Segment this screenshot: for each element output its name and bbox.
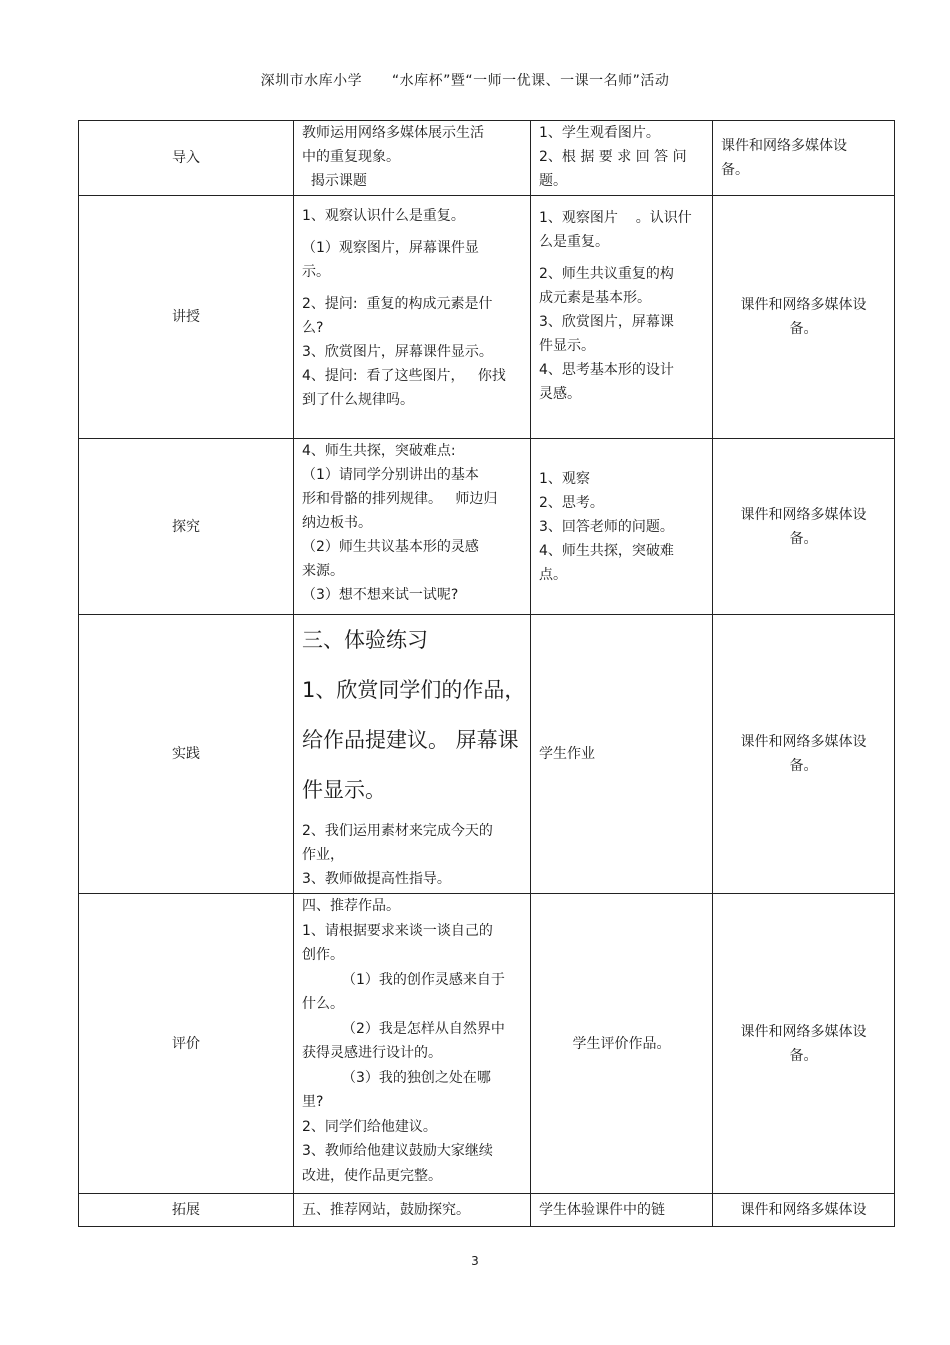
text-line: 灵感。: [539, 386, 581, 402]
text-line: 3、教师给他建议鼓励大家继续: [302, 1143, 493, 1159]
text-line: 示。: [302, 264, 330, 280]
text-line: 成元素是基本形。: [539, 290, 651, 306]
text-line: 揭示课题: [302, 173, 367, 189]
text-line: 纳边板书。: [302, 515, 372, 531]
text-line: 备。: [789, 758, 818, 774]
text-line: 四、推荐作品。: [302, 898, 400, 914]
table-row: [79, 196, 895, 439]
text-line: 1、观察图片 。认识什: [539, 210, 692, 226]
teacher-activity-cell: [294, 615, 531, 894]
text-line: （3）我的独创之处在哪: [342, 1069, 491, 1086]
text-line: 课件和网络多媒体设: [740, 1202, 867, 1218]
text-line: 中的重复现象。: [302, 149, 400, 165]
text-line: 2、根 据 要 求 回 答 问: [539, 149, 687, 165]
table-row: [79, 439, 895, 615]
media-cell: [713, 1194, 895, 1227]
table-row: [79, 121, 895, 196]
stage-cell: 导入: [79, 121, 294, 196]
text-line: 改进，使作品更完整。: [302, 1167, 442, 1184]
text-line: 3、教师做提高性指导。: [302, 871, 451, 887]
teacher-activity-cell: [294, 121, 531, 196]
media-cell: [713, 439, 895, 615]
lesson-plan-table: [78, 120, 895, 1227]
text-line: 备。: [789, 321, 818, 337]
text-line: 点。: [539, 566, 567, 583]
media-cell: [713, 894, 895, 1194]
text-line: 形和骨骼的排列规律。 师边归: [302, 491, 498, 507]
text-line: 五、推荐网站，鼓励探究。: [302, 1202, 470, 1218]
text-line: 3、回答老师的问题。: [539, 518, 674, 535]
table-row: [79, 615, 895, 894]
text-line: 2、提问: 重复的构成元素是什: [302, 296, 493, 312]
stage-cell: 讲授: [79, 196, 294, 439]
student-activity-cell: [531, 439, 713, 615]
media-cell: [713, 615, 895, 894]
text-line: 备。: [789, 530, 818, 547]
text-line: 1、请根据要求来谈一谈自己的: [302, 922, 493, 939]
text-line: 2、思考。: [539, 494, 604, 511]
text-line: 1、观察: [539, 470, 590, 487]
text-line: （2）师生共议基本形的灵感: [302, 539, 479, 555]
text-line: （1）我的创作灵感来自于: [342, 971, 505, 988]
text-line: 么是重复。: [539, 234, 609, 250]
text-line: 课件和网络多媒体设: [740, 734, 867, 750]
student-activity-cell: [531, 615, 713, 894]
text-line: 备。: [789, 1047, 818, 1064]
text-line: 教师运用网络多媒体展示生活: [302, 125, 484, 141]
text-line: 3、欣赏图片，屏幕课件显示。: [302, 344, 493, 360]
text-line: 4、思考基本形的设计: [539, 362, 674, 378]
text-line: 2、同学们给他建议。: [302, 1118, 437, 1135]
stage-cell: 探究: [79, 439, 294, 615]
text-line: 三、体验练习: [302, 628, 428, 652]
text-line: 课件和网络多媒体设: [740, 1023, 867, 1040]
page-number: 3: [471, 1254, 479, 1268]
text-line: 学生体验课件中的链: [539, 1202, 665, 1218]
table-row: [79, 1194, 895, 1227]
teacher-activity-cell: [294, 1194, 531, 1227]
text-line: 课件和网络多媒体设: [721, 138, 847, 154]
text-line: 创作。: [302, 947, 344, 963]
text-line: 到了什么规律吗。: [302, 392, 414, 408]
text-line: 2、师生共议重复的构: [539, 266, 674, 282]
text-line: 来源。: [302, 563, 344, 579]
student-activity-cell: [531, 894, 713, 1194]
text-line: 课件和网络多媒体设: [740, 506, 867, 523]
text-line: （3）想不想来试一试呢?: [302, 587, 459, 603]
text-line: 件显示。: [302, 778, 386, 802]
stage-cell: 拓展: [79, 1194, 294, 1227]
text-line: 给作品提建议。 屏幕课: [302, 728, 519, 752]
text-line: 1、学生观看图片。: [539, 125, 660, 141]
page-header: 深圳市水库小学 “水库杯”暨“一师一优课、一课一名师”活动: [260, 73, 670, 89]
text-line: 题。: [539, 173, 567, 189]
text-line: 学生评价作品。: [572, 1035, 671, 1052]
stage-cell: 实践: [79, 615, 294, 894]
stage-cell: 评价: [79, 894, 294, 1194]
text-line: 1、欣赏同学们的作品，: [302, 678, 526, 702]
teacher-activity-cell: [294, 894, 531, 1194]
text-line: （2）我是怎样从自然界中: [342, 1020, 505, 1037]
text-line: 作业，: [302, 847, 344, 863]
text-line: 4、师生共探，突破难点:: [302, 443, 456, 459]
text-line: 2、我们运用素材来完成今天的: [302, 823, 493, 839]
media-cell: [713, 196, 895, 439]
text-line: 3、欣赏图片，屏幕课: [539, 314, 674, 330]
student-activity-cell: [531, 196, 713, 439]
text-line: （1）观察图片，屏幕课件显: [302, 240, 479, 256]
teacher-activity-cell: [294, 439, 531, 615]
text-line: 获得灵感进行设计的。: [302, 1045, 442, 1061]
text-line: 4、提问: 看了这些图片， 你找: [302, 368, 506, 384]
student-activity-cell: [531, 1194, 713, 1227]
text-line: 备。: [721, 162, 749, 178]
text-line: 4、师生共探，突破难: [539, 542, 674, 559]
text-line: 什么。: [302, 996, 344, 1012]
text-line: 学生作业: [539, 746, 595, 762]
teacher-activity-cell: [294, 196, 531, 439]
student-activity-cell: [531, 121, 713, 196]
text-line: 课件和网络多媒体设: [740, 297, 867, 313]
text-line: 里?: [302, 1094, 324, 1110]
table-row: [79, 894, 895, 1194]
text-line: 件显示。: [539, 338, 595, 354]
text-line: （1）请同学分别讲出的基本: [302, 467, 479, 483]
text-line: 么?: [302, 320, 324, 336]
text-line: 1、观察认识什么是重复。: [302, 208, 465, 224]
media-cell: [713, 121, 895, 196]
